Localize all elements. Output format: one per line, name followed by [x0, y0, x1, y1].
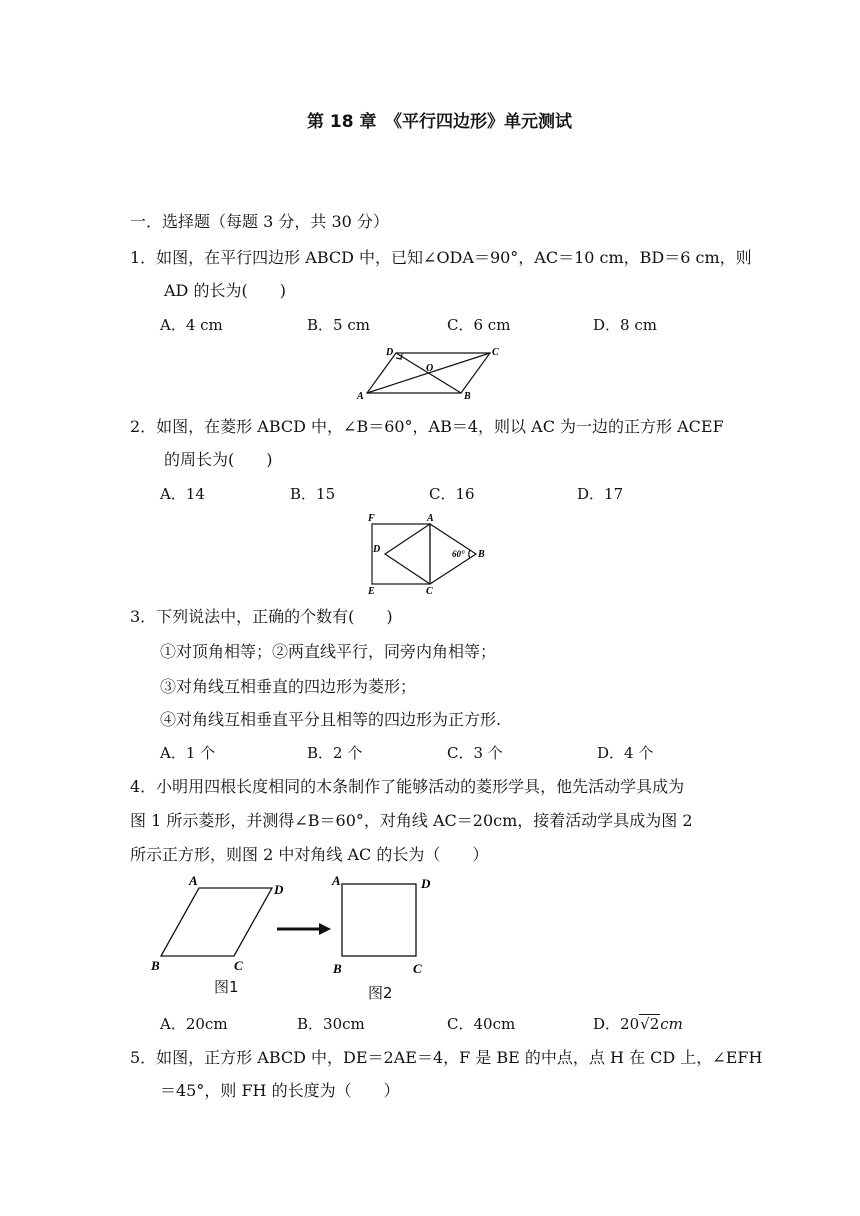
q2-label-f: F: [368, 513, 375, 524]
q4-option-a[interactable]: A．20cm: [160, 1015, 228, 1033]
q3-option-a[interactable]: A．1 个: [160, 744, 216, 762]
q3-option-c[interactable]: C．3 个: [447, 744, 503, 762]
q2-rhombus-square-figure: [362, 510, 502, 595]
q2-option-d[interactable]: D．17: [577, 485, 624, 503]
q2-angle-label: 60°: [452, 549, 465, 559]
q4-fig1-label-b: B: [151, 958, 160, 973]
q4-fig2-label-d: D: [421, 876, 431, 891]
q4-fig2-label-c: C: [413, 961, 422, 976]
q2-label-d: D: [373, 544, 381, 555]
q1-label-o: O: [426, 363, 434, 374]
q2-label-e: E: [368, 586, 375, 597]
q4-text-line3: 所示正方形，则图 2 中对角线 AC 的长为（ ）: [130, 845, 489, 864]
q4-text-line2: 图 1 所示菱形，并测得∠B＝60°，对角线 AC＝20cm，接着活动学具成为图 2: [130, 811, 693, 830]
q1-option-b[interactable]: B．5 cm: [307, 316, 370, 334]
q1-text-line1: 1．如图，在平行四边形 ABCD 中，已知∠ODA＝90°，AC＝10 cm，BD＝6 cm，则: [130, 248, 752, 267]
q3-text-line1: 3．下列说法中，正确的个数有( ): [130, 607, 393, 626]
q2-option-a[interactable]: A．14: [160, 485, 205, 503]
q4-figures: [145, 870, 445, 1005]
q4-fig2-label-a: A: [332, 873, 341, 888]
q4-option-d-radicand: 2: [649, 1015, 660, 1033]
q2-text-line2: 的周长为( ): [164, 450, 273, 469]
q3-statement-3: ③对角线互相垂直的四边形为菱形；: [160, 677, 417, 696]
q1-option-a[interactable]: A．4 cm: [160, 316, 223, 334]
q4-option-d[interactable]: [593, 1014, 683, 1034]
q2-option-c[interactable]: C．16: [429, 485, 475, 503]
q4-fig1-label-d: D: [274, 882, 284, 897]
q1-label-d: D: [386, 347, 394, 358]
q1-label-c: C: [492, 347, 499, 358]
q4-text-line1: 4．小明用四根长度相同的木条制作了能够活动的菱形学具，他先活动学具成为: [130, 777, 685, 796]
q4-option-d-unit: cm: [660, 1015, 683, 1033]
q2-label-a: A: [427, 513, 434, 524]
q4-fig1-caption: 图1: [214, 978, 239, 996]
q1-label-a: A: [357, 391, 364, 402]
q2-label-b: B: [478, 549, 485, 560]
section-heading: 一．选择题（每题 3 分，共 30 分）: [130, 212, 389, 231]
q2-label-c: C: [426, 586, 433, 597]
q4-fig2-label-b: B: [333, 961, 342, 976]
q2-text-line1: 2．如图，在菱形 ABCD 中，∠B＝60°，AB＝4，则以 AC 为一边的正方形 ACEF: [130, 417, 724, 436]
q1-label-b: B: [464, 391, 471, 402]
q5-text-line1: 5．如图，正方形 ABCD 中，DE＝2AE＝4，F 是 BE 的中点，点 H 在 CD 上，∠EFH: [130, 1048, 763, 1067]
sqrt-symbol: √2: [640, 1015, 660, 1033]
q3-statement-4: ④对角线互相垂直平分且相等的四边形为正方形.: [160, 710, 502, 729]
q5-text-line2: ＝45°，则 FH 的长度为（ ）: [160, 1081, 400, 1100]
q1-text-line2: AD 的长为( ): [164, 281, 286, 300]
q1-parallelogram-figure: [355, 345, 505, 400]
q1-option-d[interactable]: D．8 cm: [593, 316, 657, 334]
q3-option-d[interactable]: D．4 个: [597, 744, 654, 762]
q4-fig1-label-c: C: [234, 958, 243, 973]
q4-fig1-label-a: A: [189, 873, 198, 888]
page-title: 第 18 章 《平行四边形》单元测试: [307, 112, 572, 132]
q2-option-b[interactable]: B．15: [290, 485, 336, 503]
q1-option-c[interactable]: C．6 cm: [447, 316, 511, 334]
q4-fig2-caption: 图2: [368, 984, 393, 1002]
q3-statement-1-2: ①对顶角相等；②两直线平行，同旁内角相等；: [160, 642, 497, 661]
q3-option-b[interactable]: B．2 个: [307, 744, 363, 762]
q4-option-d-prefix: D．20: [593, 1015, 640, 1033]
q4-option-b[interactable]: B．30cm: [297, 1015, 365, 1033]
q4-option-c[interactable]: C．40cm: [447, 1015, 516, 1033]
